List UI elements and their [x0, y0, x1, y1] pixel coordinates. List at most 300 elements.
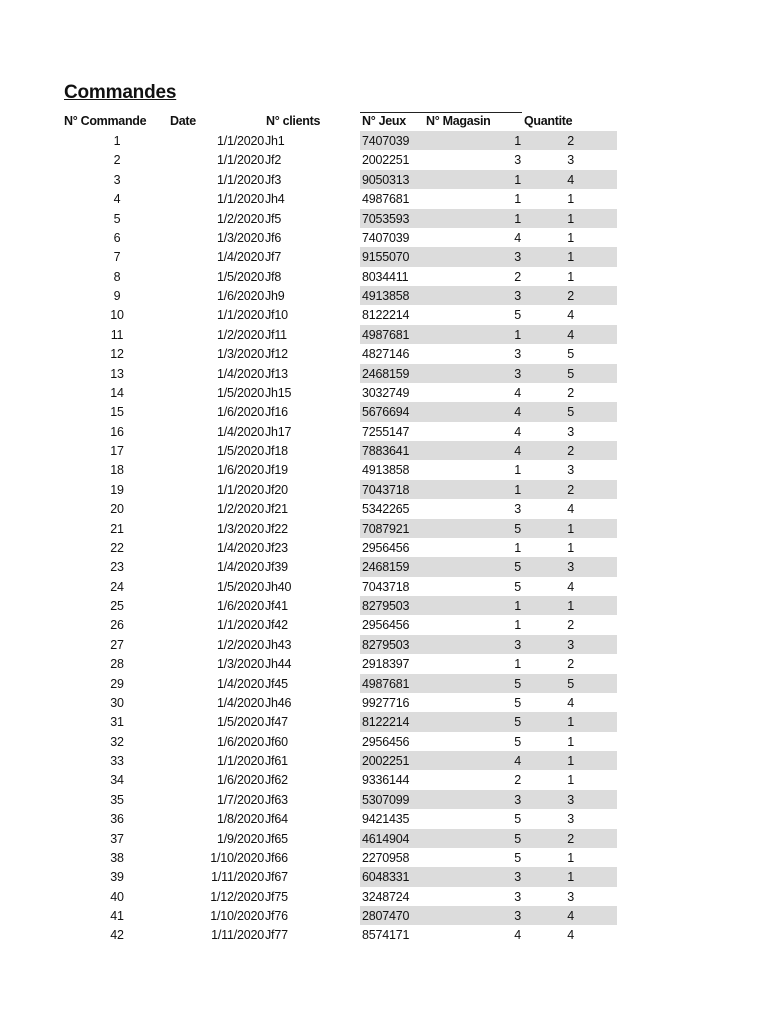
store-number-cell: 4: [514, 928, 521, 943]
quantity-cell: 1: [567, 734, 574, 749]
game-number-cell: 7087921: [362, 521, 410, 536]
header-border: [360, 112, 522, 113]
game-number-cell: 7407039: [362, 230, 410, 245]
table-row: [0, 577, 768, 596]
store-number-cell: 1: [514, 463, 521, 478]
date-cell: 1/1/2020: [216, 134, 264, 148]
game-number-cell: 7043718: [362, 482, 410, 497]
order-number-cell: 4: [113, 192, 121, 207]
table-row: [0, 751, 768, 770]
client-cell: Jh9: [265, 289, 285, 303]
client-cell: Jf61: [265, 754, 288, 768]
store-number-cell: 1: [514, 618, 521, 633]
quantity-cell: 3: [567, 812, 574, 827]
date-cell: 1/5/2020: [216, 579, 264, 594]
quantity-cell: 3: [567, 792, 574, 807]
game-number-cell: 4987681: [362, 327, 410, 342]
quantity-cell: 5: [567, 347, 574, 362]
quantity-cell: 1: [567, 269, 574, 284]
store-number-cell: 3: [514, 637, 521, 652]
store-number-cell: 5: [514, 831, 521, 846]
client-cell: Jf16: [265, 405, 288, 420]
date-cell: 1/3/2020: [216, 230, 264, 245]
date-cell: 1/2/2020: [216, 637, 264, 652]
game-number-cell: 7043718: [362, 579, 410, 594]
quantity-cell: 2: [567, 444, 574, 458]
order-number-cell: 22: [110, 540, 124, 555]
table-row: [0, 674, 768, 693]
quantity-cell: 1: [567, 870, 574, 885]
game-number-cell: 2468159: [362, 560, 410, 575]
order-number-cell: 10: [110, 308, 124, 323]
game-number-cell: 2807470: [362, 909, 410, 923]
table-row: [0, 596, 768, 615]
quantity-cell: 4: [567, 308, 574, 323]
table-row: [0, 693, 768, 712]
game-number-cell: 9421435: [362, 812, 410, 827]
game-number-cell: 7255147: [362, 424, 410, 439]
quantity-cell: 2: [567, 618, 574, 633]
order-number-cell: 35: [110, 792, 124, 807]
quantity-cell: 3: [567, 153, 574, 168]
store-number-cell: 1: [514, 482, 521, 497]
store-number-cell: 4: [514, 405, 521, 420]
quantity-cell: 4: [567, 695, 574, 710]
date-cell: 1/3/2020: [216, 657, 264, 672]
quantity-cell: 4: [567, 327, 574, 342]
table-row: [0, 906, 768, 925]
date-cell: 1/4/2020: [216, 250, 264, 265]
table-row: [0, 635, 768, 654]
store-number-cell: 4: [514, 230, 521, 245]
date-cell: 1/7/2020: [216, 792, 264, 807]
store-number-cell: 5: [514, 560, 521, 575]
table-row: [0, 364, 768, 383]
table-row: [0, 829, 768, 848]
order-number-cell: 6: [113, 230, 121, 245]
game-number-cell: 2956456: [362, 540, 410, 555]
game-number-cell: 9927716: [362, 695, 410, 710]
client-cell: Jf63: [265, 792, 288, 807]
order-number-cell: 42: [110, 928, 124, 943]
store-number-cell: 3: [514, 153, 521, 168]
store-number-cell: 5: [514, 850, 521, 865]
client-cell: Jf5: [265, 211, 282, 226]
order-number-cell: 13: [110, 366, 124, 381]
store-number-cell: 2: [514, 773, 521, 788]
order-number-cell: 30: [110, 695, 124, 710]
quantity-cell: 1: [567, 540, 574, 555]
header-num-commande: N° Commande: [64, 114, 147, 128]
table-row: [0, 441, 768, 460]
game-number-cell: 2956456: [362, 618, 410, 633]
store-number-cell: 3: [514, 289, 521, 303]
date-cell: 1/6/2020: [216, 599, 264, 613]
client-cell: Jh17: [265, 424, 292, 439]
order-number-cell: 34: [110, 773, 124, 788]
store-number-cell: 3: [514, 889, 521, 904]
store-number-cell: 1: [514, 134, 521, 148]
date-cell: 1/1/2020: [216, 172, 264, 187]
quantity-cell: 2: [567, 657, 574, 672]
order-number-cell: 21: [110, 521, 124, 536]
order-number-cell: 16: [110, 424, 124, 439]
table-row: [0, 286, 768, 305]
game-number-cell: 7407039: [362, 134, 410, 148]
order-number-cell: 8: [113, 269, 121, 284]
quantity-cell: 1: [567, 754, 574, 768]
table-row: [0, 170, 768, 189]
client-cell: Jf22: [265, 521, 288, 536]
game-number-cell: 9155070: [362, 250, 410, 265]
order-number-cell: 3: [113, 172, 121, 187]
client-cell: Jf60: [265, 734, 288, 749]
store-number-cell: 5: [514, 812, 521, 827]
quantity-cell: 1: [567, 192, 574, 207]
client-cell: Jf20: [265, 482, 288, 497]
date-cell: 1/9/2020: [216, 831, 264, 846]
date-cell: 1/11/2020: [211, 928, 264, 943]
order-number-cell: 20: [110, 502, 124, 517]
client-cell: Jf66: [265, 850, 288, 865]
game-number-cell: 6048331: [362, 870, 410, 885]
table-row: [0, 732, 768, 751]
table-row: [0, 131, 768, 150]
game-number-cell: 5676694: [362, 405, 410, 420]
game-number-cell: 2002251: [362, 153, 410, 168]
store-number-cell: 5: [514, 734, 521, 749]
orders-table: [0, 131, 768, 945]
table-row: [0, 538, 768, 557]
store-number-cell: 3: [514, 250, 521, 265]
store-number-cell: 4: [514, 385, 521, 400]
order-number-cell: 15: [110, 405, 124, 420]
game-number-cell: 5307099: [362, 792, 410, 807]
quantity-cell: 1: [567, 521, 574, 536]
order-number-cell: 5: [113, 211, 121, 226]
quantity-cell: 1: [567, 211, 574, 226]
store-number-cell: 1: [514, 657, 521, 672]
order-number-cell: 27: [110, 637, 124, 652]
date-cell: 1/4/2020: [216, 540, 264, 555]
client-cell: Jf76: [265, 909, 288, 923]
client-cell: Jh40: [265, 579, 292, 594]
game-number-cell: 8034411: [362, 269, 409, 284]
client-cell: Jf6: [265, 230, 282, 245]
date-cell: 1/8/2020: [216, 812, 264, 827]
order-number-cell: 37: [110, 831, 124, 846]
client-cell: Jf23: [265, 540, 288, 555]
date-cell: 1/6/2020: [216, 405, 264, 420]
table-row: [0, 305, 768, 324]
table-row: [0, 480, 768, 499]
order-number-cell: 26: [110, 618, 124, 633]
table-row: [0, 887, 768, 906]
table-row: [0, 422, 768, 441]
store-number-cell: 4: [514, 754, 521, 768]
quantity-cell: 3: [567, 463, 574, 478]
game-number-cell: 4913858: [362, 289, 410, 303]
order-number-cell: 12: [110, 347, 124, 362]
date-cell: 1/1/2020: [216, 308, 264, 323]
client-cell: Jf47: [265, 715, 288, 730]
header-num-clients: N° clients: [266, 114, 321, 128]
client-cell: Jf67: [265, 870, 288, 885]
order-number-cell: 24: [110, 579, 124, 594]
date-cell: 1/11/2020: [211, 870, 264, 885]
table-row: [0, 925, 768, 944]
quantity-cell: 3: [567, 889, 574, 904]
client-cell: Jf39: [265, 560, 288, 575]
game-number-cell: 8122214: [362, 715, 410, 730]
date-cell: 1/2/2020: [216, 327, 264, 342]
game-number-cell: 9336144: [362, 773, 410, 788]
order-number-cell: 40: [110, 889, 124, 904]
game-number-cell: 3248724: [362, 889, 410, 904]
quantity-cell: 5: [567, 405, 574, 420]
store-number-cell: 5: [514, 715, 521, 730]
table-row: [0, 460, 768, 479]
quantity-cell: 1: [567, 599, 574, 613]
quantity-cell: 1: [567, 773, 574, 788]
table-row: [0, 615, 768, 634]
quantity-cell: 3: [567, 637, 574, 652]
store-number-cell: 1: [514, 327, 521, 342]
table-row: [0, 499, 768, 518]
client-cell: Jh1: [265, 134, 285, 148]
client-cell: Jh43: [265, 637, 292, 652]
table-row: [0, 770, 768, 789]
date-cell: 1/2/2020: [216, 211, 264, 226]
store-number-cell: 1: [514, 599, 521, 613]
store-number-cell: 5: [514, 695, 521, 710]
order-number-cell: 7: [113, 250, 121, 265]
order-number-cell: 25: [110, 599, 124, 613]
table-row: [0, 557, 768, 576]
date-cell: 1/6/2020: [216, 289, 264, 303]
date-cell: 1/4/2020: [216, 560, 264, 575]
game-number-cell: 4614904: [362, 831, 410, 846]
table-row: [0, 712, 768, 731]
date-cell: 1/5/2020: [216, 385, 264, 400]
order-number-cell: 19: [110, 482, 124, 497]
date-cell: 1/5/2020: [216, 444, 264, 458]
client-cell: Jh4: [265, 192, 285, 207]
game-number-cell: 2270958: [362, 850, 410, 865]
order-number-cell: 23: [110, 560, 124, 575]
client-cell: Jf41: [265, 599, 288, 613]
quantity-cell: 2: [567, 482, 574, 497]
client-cell: Jf64: [265, 812, 288, 827]
quantity-cell: 2: [567, 831, 574, 846]
store-number-cell: 3: [514, 792, 521, 807]
date-cell: 1/1/2020: [216, 153, 264, 168]
store-number-cell: 3: [514, 870, 521, 885]
date-cell: 1/6/2020: [216, 773, 264, 788]
order-number-cell: 11: [110, 327, 124, 342]
game-number-cell: 4827146: [362, 347, 410, 362]
game-number-cell: 8279503: [362, 599, 410, 613]
game-number-cell: 7883641: [362, 444, 410, 458]
game-number-cell: 7053593: [362, 211, 410, 226]
table-row: [0, 790, 768, 809]
client-cell: Jh44: [265, 657, 292, 672]
client-cell: Jf75: [265, 889, 288, 904]
quantity-cell: 4: [567, 928, 574, 943]
date-cell: 1/6/2020: [216, 463, 264, 478]
store-number-cell: 4: [514, 444, 521, 458]
client-cell: Jf77: [265, 928, 288, 943]
table-row: [0, 654, 768, 673]
client-cell: Jf2: [265, 153, 282, 168]
game-number-cell: 2918397: [362, 657, 410, 672]
client-cell: Jf7: [265, 250, 282, 265]
table-row: [0, 402, 768, 421]
table-row: [0, 848, 768, 867]
client-cell: Jf62: [265, 773, 288, 788]
date-cell: 1/4/2020: [216, 676, 264, 691]
store-number-cell: 1: [514, 192, 521, 207]
table-row: [0, 325, 768, 344]
game-number-cell: 8122214: [362, 308, 410, 323]
date-cell: 1/3/2020: [216, 521, 264, 536]
table-row: [0, 867, 768, 886]
date-cell: 1/6/2020: [216, 734, 264, 749]
date-cell: 1/1/2020: [216, 482, 264, 497]
date-cell: 1/2/2020: [216, 502, 264, 517]
client-cell: Jf42: [265, 618, 288, 633]
order-number-cell: 39: [110, 870, 124, 885]
quantity-cell: 1: [567, 715, 574, 730]
order-number-cell: 29: [110, 676, 124, 691]
store-number-cell: 5: [514, 676, 521, 691]
game-number-cell: 3032749: [362, 385, 410, 400]
client-cell: Jf3: [265, 172, 282, 187]
quantity-cell: 3: [567, 560, 574, 575]
quantity-cell: 1: [567, 230, 574, 245]
date-cell: 1/1/2020: [216, 754, 264, 768]
table-row: [0, 150, 768, 169]
order-number-cell: 36: [110, 812, 124, 827]
table-row: [0, 228, 768, 247]
order-number-cell: 32: [110, 734, 124, 749]
client-cell: Jh46: [265, 695, 292, 710]
store-number-cell: 4: [514, 424, 521, 439]
order-number-cell: 33: [110, 754, 124, 768]
order-number-cell: 1: [113, 134, 121, 148]
game-number-cell: 5342265: [362, 502, 410, 517]
date-cell: 1/4/2020: [216, 366, 264, 381]
order-number-cell: 31: [110, 715, 124, 730]
client-cell: Jf12: [265, 347, 288, 362]
date-cell: 1/4/2020: [216, 695, 264, 710]
client-cell: Jf65: [265, 831, 288, 846]
quantity-cell: 2: [567, 134, 574, 148]
client-cell: Jf18: [265, 444, 288, 458]
table-row: [0, 209, 768, 228]
game-number-cell: 8279503: [362, 637, 410, 652]
quantity-cell: 4: [567, 172, 574, 187]
date-cell: 1/1/2020: [216, 618, 264, 633]
quantity-cell: 4: [567, 909, 574, 923]
store-number-cell: 5: [514, 308, 521, 323]
order-number-cell: 9: [113, 289, 121, 303]
header-quantite: Quantite: [524, 114, 573, 128]
date-cell: 1/5/2020: [216, 269, 264, 284]
store-number-cell: 2: [514, 269, 521, 284]
date-cell: 1/10/2020: [210, 850, 264, 865]
client-cell: Jf10: [265, 308, 288, 323]
store-number-cell: 5: [514, 579, 521, 594]
client-cell: Jh15: [265, 385, 292, 400]
date-cell: 1/10/2020: [210, 909, 264, 923]
header-num-jeux: N° Jeux: [362, 114, 406, 128]
quantity-cell: 5: [567, 366, 574, 381]
game-number-cell: 4913858: [362, 463, 410, 478]
client-cell: Jf45: [265, 676, 288, 691]
order-number-cell: 2: [113, 153, 121, 168]
page-title: Commandes: [64, 82, 177, 103]
store-number-cell: 1: [514, 211, 521, 226]
date-cell: 1/1/2020: [216, 192, 264, 207]
game-number-cell: 9050313: [362, 172, 410, 187]
order-number-cell: 17: [110, 444, 124, 458]
date-cell: 1/12/2020: [210, 889, 264, 904]
game-number-cell: 8574171: [362, 928, 410, 943]
store-number-cell: 3: [514, 909, 521, 923]
store-number-cell: 3: [514, 347, 521, 362]
quantity-cell: 4: [567, 502, 574, 517]
table-row: [0, 344, 768, 363]
date-cell: 1/3/2020: [216, 347, 264, 362]
store-number-cell: 5: [514, 521, 521, 536]
quantity-cell: 4: [567, 579, 574, 594]
game-number-cell: 4987681: [362, 192, 410, 207]
quantity-cell: 2: [567, 289, 574, 303]
client-cell: Jf11: [265, 327, 287, 342]
quantity-cell: 5: [567, 676, 574, 691]
client-cell: Jf19: [265, 463, 288, 478]
table-row: [0, 383, 768, 402]
order-number-cell: 41: [110, 909, 124, 923]
quantity-cell: 3: [567, 424, 574, 439]
order-number-cell: 14: [110, 385, 124, 400]
table-row: [0, 189, 768, 208]
game-number-cell: 2956456: [362, 734, 410, 749]
table-row: [0, 267, 768, 286]
order-number-cell: 38: [110, 850, 124, 865]
client-cell: Jf21: [265, 502, 288, 517]
order-number-cell: 28: [110, 657, 124, 672]
game-number-cell: 4987681: [362, 676, 410, 691]
store-number-cell: 1: [514, 172, 521, 187]
quantity-cell: 1: [567, 850, 574, 865]
date-cell: 1/5/2020: [216, 715, 264, 730]
client-cell: Jf13: [265, 366, 288, 381]
store-number-cell: 1: [514, 540, 521, 555]
game-number-cell: 2468159: [362, 366, 410, 381]
client-cell: Jf8: [265, 269, 282, 284]
table-row: [0, 519, 768, 538]
table-row: [0, 809, 768, 828]
header-num-magasin: N° Magasin: [426, 114, 491, 128]
table-row: [0, 247, 768, 266]
store-number-cell: 3: [514, 366, 521, 381]
store-number-cell: 3: [514, 502, 521, 517]
order-number-cell: 18: [110, 463, 124, 478]
quantity-cell: 2: [567, 385, 574, 400]
game-number-cell: 2002251: [362, 754, 410, 768]
